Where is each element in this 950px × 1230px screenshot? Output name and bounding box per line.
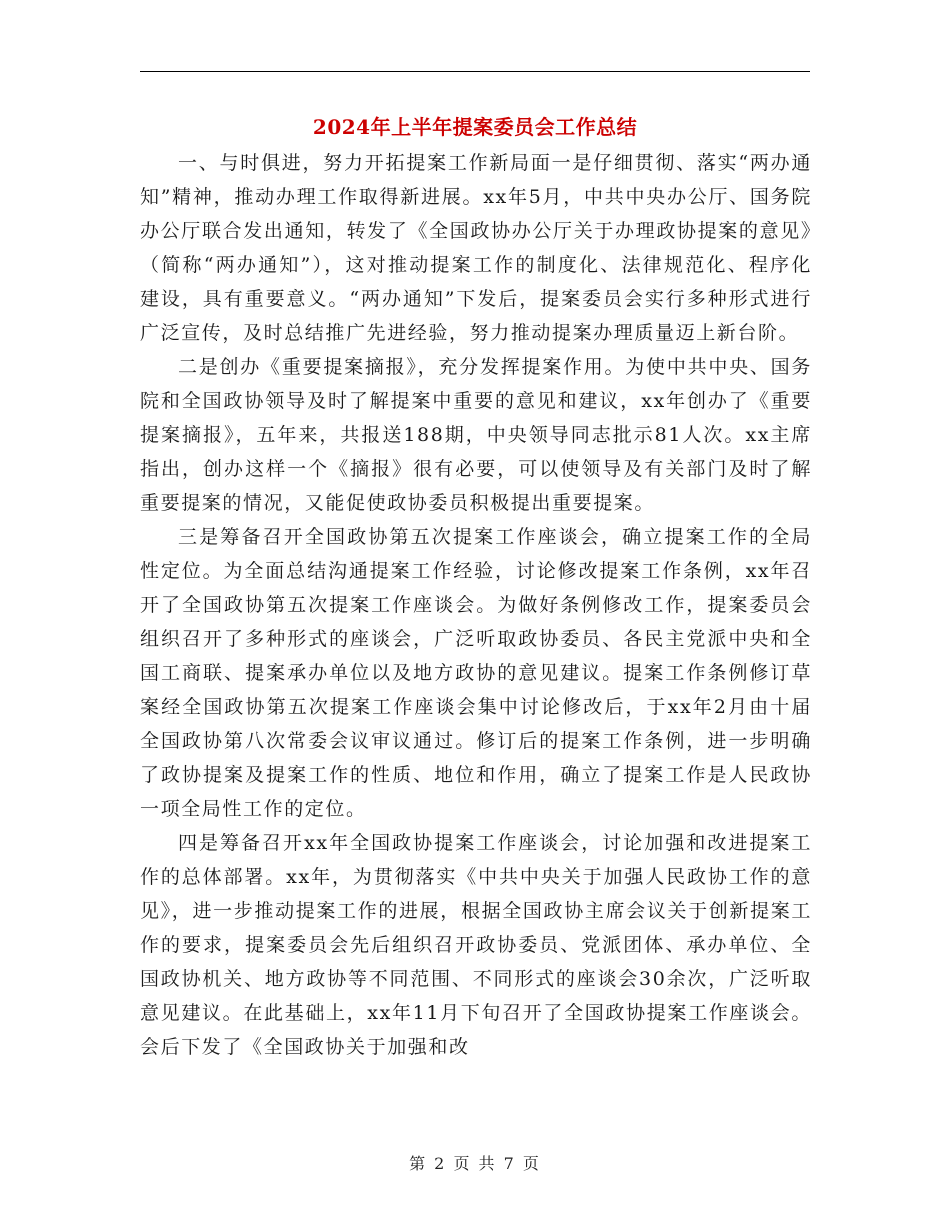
paragraph-3: 三是筹备召开全国政协第五次提案工作座谈会，确立提案工作的全局性定位。为全面总结沟通提案工作经验，讨论修改提案工作条例，xx年召开了全国政协第五次提案工作座谈会。为做好条例修改工作，提案委员会组织召开了多种形式的座谈会，广泛听取政协委员、各民主党派中央和全国工商联、提案承办单位以及地方政协的意见建议。提案工作条例修订草案经全国政协第五次提案工作座谈会集中讨论修改后，于xx年2月由十届全国政协第八次常委会议审议通过。修订后的提案工作条例，进一步明确了政协提案及提案工作的性质、地位和作用，确立了提案工作是人民政协一项全局性工作的定位。 <box>140 526 812 820</box>
paragraph-1: 一、与时俱进，努力开拓提案工作新局面一是仔细贯彻、落实“两办通知”精神，推动办理工作取得新进展。xx年5月，中共中央办公厅、国务院办公厅联合发出通知，转发了《全国政协办公厅关于办理政协提案的意见》（简称“两办通知”），这对推动提案工作的制度化、法律规范化、程序化建设，具有重要意义。“两办通知”下发后，提案委员会实行多种形式进行广泛宣传，及时总结推广先进经验，努力推动提案办理质量迈上新台阶。 <box>140 152 812 344</box>
document-body <box>140 146 812 1064</box>
header-rule <box>140 71 810 72</box>
document-title: 2024年上半年提案委员会工作总结 <box>312 115 638 139</box>
page-number: 第 2 页 共 7 页 <box>409 1154 541 1173</box>
paragraph-2: 二是创办《重要提案摘报》，充分发挥提案作用。为使中共中央、国务院和全国政协领导及时了解提案中重要的意见和建议，xx年创办了《重要提案摘报》，五年来，共报送188期，中央领导同志批示81人次。xx主席指出，创办这样一个《摘报》很有必要，可以使领导及有关部门及时了解重要提案的情况，又能促使政协委员积极提出重要提案。 <box>140 356 812 514</box>
paragraph-4: 四是筹备召开xx年全国政协提案工作座谈会，讨论加强和改进提案工作的总体部署。xx年，为贯彻落实《中共中央关于加强人民政协工作的意见》，进一步推动提案工作的进展，根据全国政协主席会议关于创新提案工作的要求，提案委员会先后组织召开政协委员、党派团体、承办单位、全国政协机关、地方政协等不同范围、不同形式的座谈会30余次，广泛听取意见建议。在此基础上，xx年11月下旬召开了全国政协提案工作座谈会。会后下发了《全国政协关于加强和改 <box>140 832 812 1058</box>
